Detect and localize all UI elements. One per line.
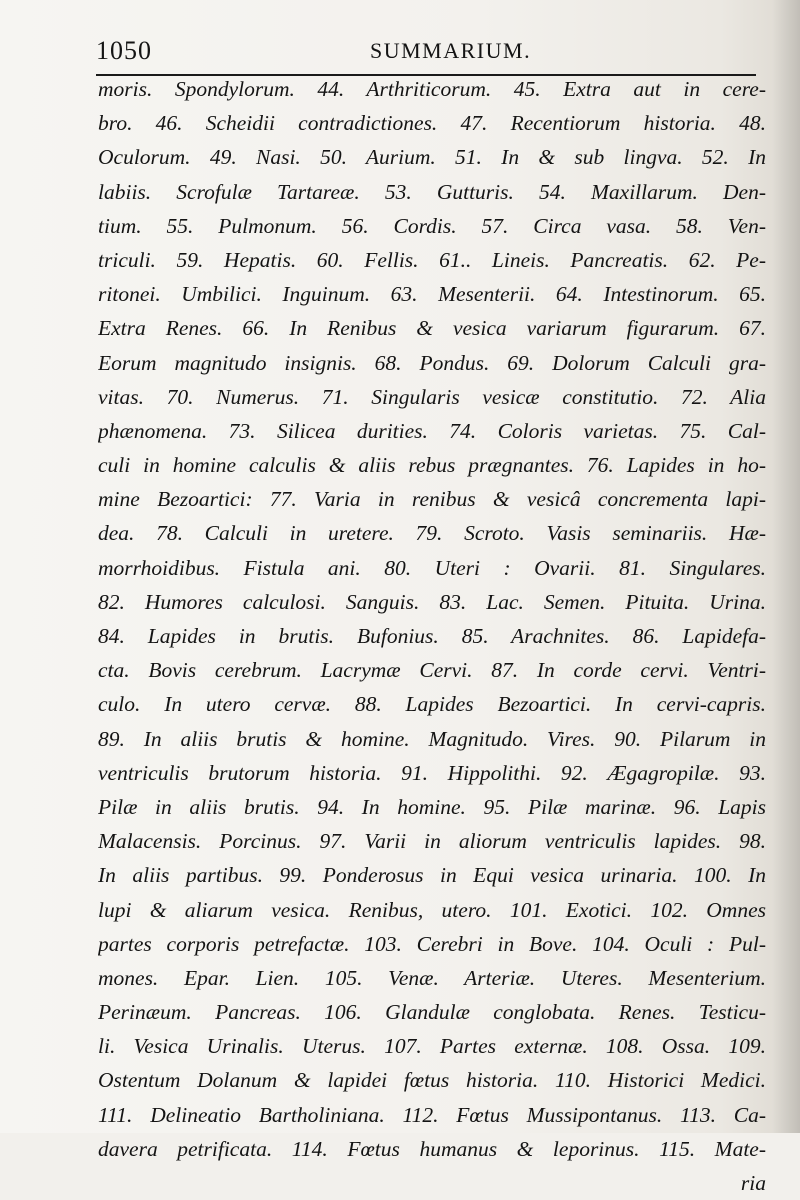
text-line: labiis. Scrofulæ Tartareæ. 53. Gutturis. 54. Maxillarum. Den-	[98, 179, 766, 204]
text-line: Oculorum. 49. Nasi. 50. Aurium. 51. In & sub lingva. 52. In	[98, 145, 766, 170]
text-line: culi in homine calculis & aliis rebus prægnantes. 76. Lapides in ho-	[98, 453, 766, 478]
text-line: dea. 78. Calculi in uretere. 79. Scroto. Vasis seminariis. Hæ-	[98, 521, 766, 546]
summary-text	[98, 72, 766, 1200]
text-line: mine Bezoartici: 77. Varia in renibus & vesicâ concrementa lapi-	[98, 487, 766, 512]
text-line: 89. In aliis brutis & homine. Magnitudo. Vires. 90. Pilarum in	[98, 726, 766, 751]
text-line: mones. Epar. Lien. 105. Venæ. Arteriæ. Uteres. Mesenterium.	[98, 965, 766, 990]
running-head: SUMMARIUM.	[370, 38, 532, 63]
text-line: triculi. 59. Hepatis. 60. Fellis. 61.. Lineis. Pancreatis. 62. Pe-	[98, 247, 766, 272]
text-line: ria	[740, 1171, 766, 1195]
text-line: Malacensis. Porcinus. 97. Varii in aliorum ventriculis lapides. 98.	[98, 829, 766, 854]
text-line: 84. Lapides in brutis. Bufonius. 85. Arachnites. 86. Lapidefa-	[98, 624, 766, 648]
text-line: ventriculis brutorum historia. 91. Hippolithi. 92. Ægagropilæ. 93.	[98, 760, 766, 785]
text-line: partes corporis petrefactæ. 103. Cerebri in Bove. 104. Oculi : Pul-	[98, 931, 766, 956]
text-line: davera petrificata. 114. Fœtus humanus & leporinus. 115. Mate-	[98, 1136, 766, 1161]
text-line: In aliis partibus. 99. Ponderosus in Equi vesica urinaria. 100. In	[98, 863, 766, 888]
text-line: Ostentum Dolanum & lapidei fœtus historia. 110. Historici Medici.	[98, 1068, 766, 1093]
text-line: Pilæ in aliis brutis. 94. In homine. 95. Pilæ marinæ. 96. Lapis	[98, 794, 766, 819]
text-line: culo. In utero cervæ. 88. Lapides Bezoartici. In cervi-capris.	[98, 692, 766, 717]
text-line: Perinæum. Pancreas. 106. Glandulæ conglobata. Renes. Testicu-	[98, 1000, 766, 1025]
text-line: bro. 46. Scheidii contradictiones. 47. Recentiorum historia. 48.	[98, 111, 766, 136]
text-line: morrhoidibus. Fistula ani. 80. Uteri : Ovarii. 81. Singulares.	[98, 555, 766, 580]
text-line: tium. 55. Pulmonum. 56. Cordis. 57. Circa vasa. 58. Ven-	[98, 213, 766, 238]
text-line: cta. Bovis cerebrum. Lacrymæ Cervi. 87. In corde cervi. Ventri-	[98, 658, 766, 683]
text-line: lupi & aliarum vesica. Renibus, utero. 101. Exotici. 102. Omnes	[98, 897, 766, 922]
text-line: Extra Renes. 66. In Renibus & vesica variarum figurarum. 67.	[98, 316, 766, 341]
text-line: phænomena. 73. Silicea durities. 74. Coloris varietas. 75. Cal-	[98, 418, 766, 443]
text-line: 82. Humores calculosi. Sanguis. 83. Lac. Semen. Pituita. Urina.	[98, 589, 766, 614]
page-header	[96, 36, 736, 72]
text-line: li. Vesica Urinalis. Uterus. 107. Partes externæ. 108. Ossa. 109.	[98, 1034, 766, 1059]
text-line: 111. Delineatio Bartholiniana. 112. Fœtus Mussipontanus. 113. Ca-	[98, 1102, 766, 1127]
text-line: Eorum magnitudo insignis. 68. Pondus. 69. Dolorum Calculi gra-	[98, 350, 766, 375]
page-number: 1050	[96, 36, 152, 65]
page-shadow	[772, 0, 800, 1133]
text-line: ritonei. Umbilici. Inguinum. 63. Mesenterii. 64. Intestinorum. 65.	[98, 282, 766, 307]
text-line: vitas. 70. Numerus. 71. Singularis vesicæ constitutio. 72. Alia	[98, 384, 766, 409]
text-line: moris. Spondylorum. 44. Arthriticorum. 45. Extra aut in cere-	[98, 77, 766, 101]
